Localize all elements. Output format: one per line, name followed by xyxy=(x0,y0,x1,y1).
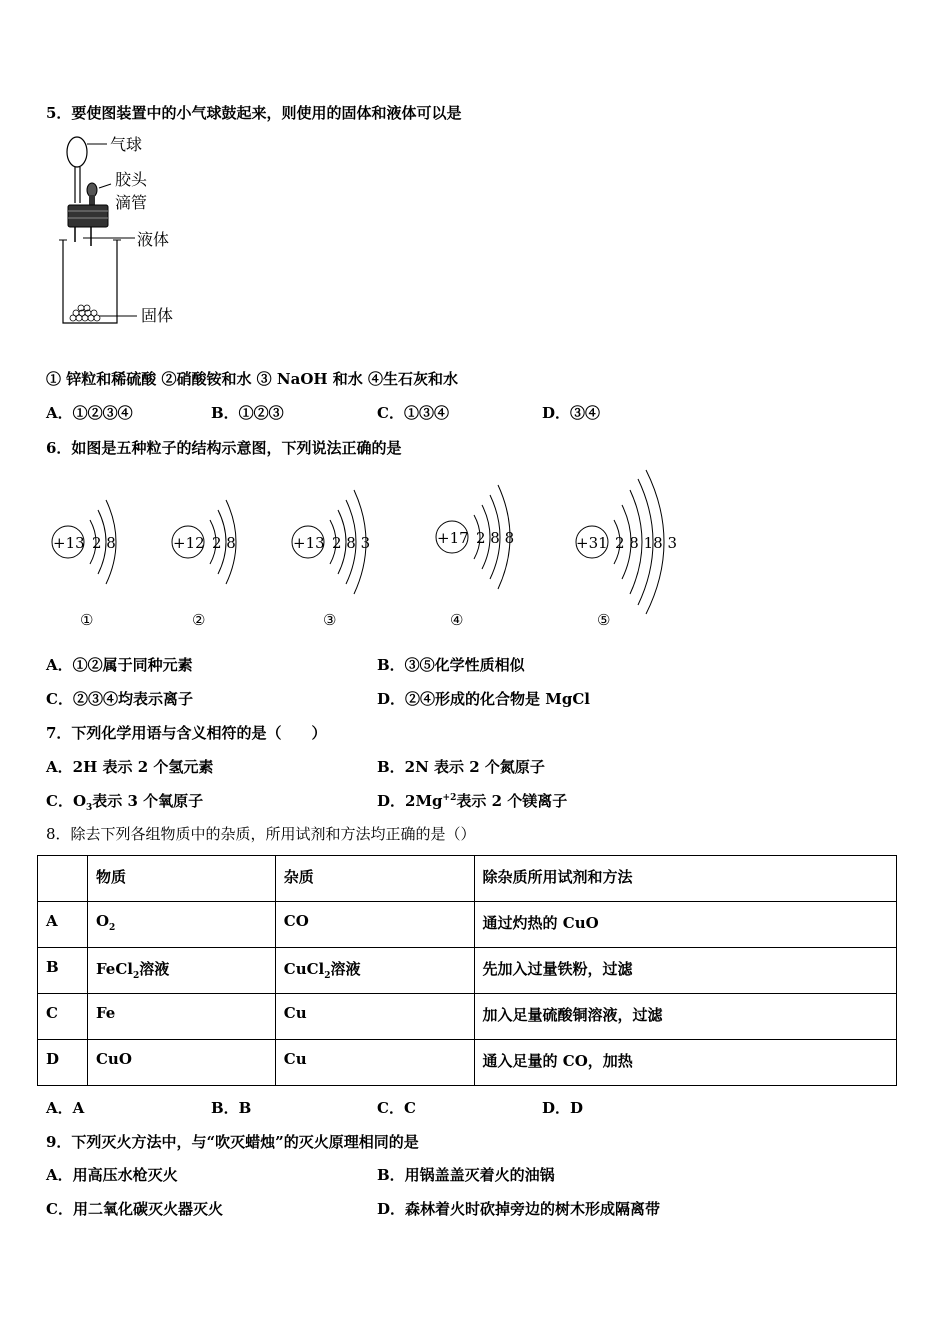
table-row xyxy=(38,1040,897,1086)
row-key: B xyxy=(38,948,88,994)
header-cell xyxy=(38,856,88,902)
q8-option-c[interactable]: C．C xyxy=(377,1099,416,1117)
q6-option-a[interactable]: A．①②属于同种元素 xyxy=(46,656,193,674)
q6-stem: 6．如图是五种粒子的结构示意图，下列说法正确的是 xyxy=(46,439,402,457)
q5-apparatus-diagram xyxy=(55,128,195,328)
atom-label-2: ② xyxy=(192,611,206,629)
row-method: 通过灼热的 CuO xyxy=(474,902,896,948)
q9-option-a[interactable]: A．用高压水枪灭火 xyxy=(46,1166,178,1184)
row-method: 先加入过量铁粉，过滤 xyxy=(474,948,896,994)
atom-label-5: ⑤ xyxy=(597,611,611,629)
q6-option-b[interactable]: B．③⑤化学性质相似 xyxy=(377,656,525,674)
svg-text:+13: +13 xyxy=(293,534,325,552)
row-impurity: Cu xyxy=(275,1040,474,1086)
label-liquid: 液体 xyxy=(137,230,170,249)
row-key: C xyxy=(38,994,88,1040)
svg-text:+31: +31 xyxy=(576,534,608,552)
atom-label-1: ① xyxy=(80,611,94,629)
q8-table xyxy=(37,855,897,1086)
label-solid: 固体 xyxy=(141,306,174,325)
q5-option-b[interactable]: B．①②③ xyxy=(211,404,284,422)
dropper-bulb xyxy=(87,183,97,197)
table-row xyxy=(38,948,897,994)
q7-stem: 7．下列化学用语与含义相符的是（ ） xyxy=(46,724,327,742)
row-substance: FeCl$_2$溶液 xyxy=(87,948,275,994)
table-header-row xyxy=(38,856,897,902)
q7-option-d[interactable]: D．$2Mg^{+2}$表示 2 个镁离子 xyxy=(377,792,568,810)
balloon-shape xyxy=(67,137,87,167)
svg-text:+13: +13 xyxy=(53,534,85,552)
q5-stem: 5．要使图装置中的小气球鼓起来，则使用的固体和液体可以是 xyxy=(46,104,462,122)
q5-option-c[interactable]: C．①③④ xyxy=(377,404,449,422)
q5-option-d[interactable]: D．③④ xyxy=(542,404,601,422)
label-balloon: 气球 xyxy=(110,135,143,154)
q8-option-b[interactable]: B．B xyxy=(211,1099,252,1117)
atom-label-3: ③ xyxy=(323,611,337,629)
row-key: A xyxy=(38,902,88,948)
row-substance: $O_2$ xyxy=(87,902,275,948)
q9-stem: 9．下列灭火方法中，与“吹灭蜡烛”的灭火原理相同的是 xyxy=(46,1133,419,1151)
row-impurity: CO xyxy=(275,902,474,948)
atom-label-4: ④ xyxy=(450,611,464,629)
q7-option-c[interactable]: C．$O_3$表示 3 个氧原子 xyxy=(46,792,204,813)
table-row xyxy=(38,902,897,948)
q7-option-b[interactable]: B．2N 表示 2 个氮原子 xyxy=(377,758,545,776)
atom-4 xyxy=(436,485,514,629)
row-impurity: CuCl$_2$溶液 xyxy=(275,948,474,994)
svg-text:2 8: 2 8 xyxy=(212,534,236,552)
solid-beads xyxy=(70,305,100,321)
atom-2 xyxy=(172,500,236,629)
row-substance: CuO xyxy=(87,1040,275,1086)
row-substance: Fe xyxy=(87,994,275,1040)
svg-text:2 8 3: 2 8 3 xyxy=(332,534,371,552)
q6-option-c[interactable]: C．②③④均表示离子 xyxy=(46,690,193,708)
q8-stem: 8．除去下列各组物质中的杂质，所用试剂和方法均正确的是（） xyxy=(46,825,476,843)
header-cell: 除杂质所用试剂和方法 xyxy=(474,856,896,902)
q6-option-d[interactable]: D．②④形成的化合物是 MgCl xyxy=(377,690,590,708)
header-cell: 物质 xyxy=(87,856,275,902)
label-dropper-top: 胶头 xyxy=(115,170,148,189)
atom-3 xyxy=(292,490,370,629)
row-method: 通入足量的 CO，加热 xyxy=(474,1040,896,1086)
q7-option-a[interactable]: A．2H 表示 2 个氢元素 xyxy=(46,758,214,776)
q5-statement: ① 锌粒和稀硫酸 ②硝酸铵和水 ③ NaOH 和水 ④生石灰和水 xyxy=(46,370,459,388)
atom-5 xyxy=(576,470,677,629)
atom-1 xyxy=(52,500,116,629)
q9-option-c[interactable]: C．用二氧化碳灭火器灭火 xyxy=(46,1200,223,1218)
svg-text:2 8 18 3: 2 8 18 3 xyxy=(615,534,678,552)
row-method: 加入足量硫酸铜溶液，过滤 xyxy=(474,994,896,1040)
q8-option-a[interactable]: A．A xyxy=(46,1099,85,1117)
q5-option-a[interactable]: A．①②③④ xyxy=(46,404,133,422)
q6-atom-diagrams xyxy=(40,465,700,635)
row-impurity: Cu xyxy=(275,994,474,1040)
q8-option-d[interactable]: D．D xyxy=(542,1099,584,1117)
stopper xyxy=(68,205,108,227)
table-row xyxy=(38,994,897,1040)
q9-option-d[interactable]: D．森林着火时砍掉旁边的树木形成隔离带 xyxy=(377,1200,661,1218)
svg-text:2 8 8: 2 8 8 xyxy=(476,529,515,547)
svg-text:2 8: 2 8 xyxy=(92,534,116,552)
svg-text:+17: +17 xyxy=(437,529,469,547)
label-dropper-bottom: 滴管 xyxy=(115,193,148,212)
svg-text:+12: +12 xyxy=(173,534,205,552)
q9-option-b[interactable]: B．用锅盖盖灭着火的油锅 xyxy=(377,1166,555,1184)
row-key: D xyxy=(38,1040,88,1086)
header-cell: 杂质 xyxy=(275,856,474,902)
